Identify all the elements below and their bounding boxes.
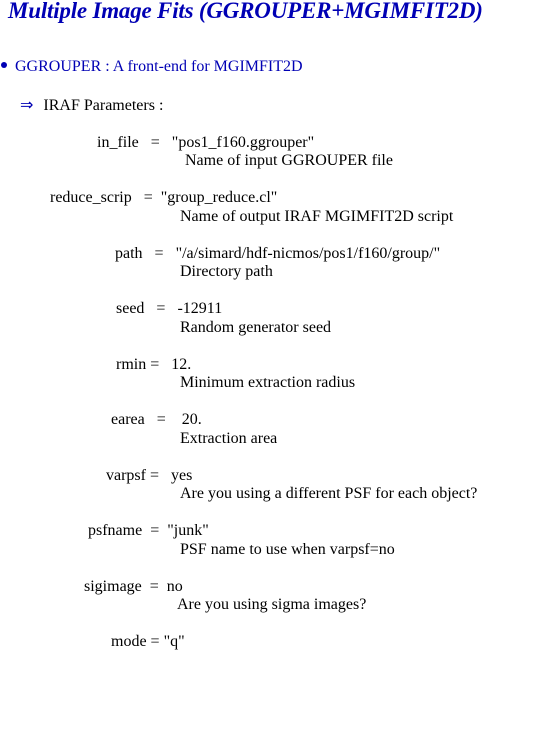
param-reduce-scrip: reduce_scrip = "group_reduce.cl" [50, 189, 278, 206]
section-heading [20, 95, 163, 115]
param-earea-desc: Extraction area [180, 430, 278, 447]
param-reduce-scrip-desc: Name of output IRAF MGIMFIT2D script [180, 208, 454, 225]
bullet-text: GGROUPER : A front-end for MGIMFIT2D [15, 58, 303, 75]
param-seed: seed = -12911 [116, 300, 223, 317]
param-rmin: rmin = 12. [116, 356, 192, 373]
param-earea: earea = 20. [111, 411, 202, 428]
param-in-file: in_file = "pos1_f160.ggrouper" [97, 134, 315, 151]
bullet-dot-icon [1, 62, 7, 68]
param-psfname-desc: PSF name to use when varpsf=no [180, 541, 395, 558]
bullet-item [0, 58, 303, 76]
param-in-file-desc: Name of input GGROUPER file [185, 152, 393, 169]
param-varpsf-desc: Are you using a different PSF for each object? [180, 485, 478, 502]
section-heading-text: IRAF Parameters : [43, 97, 164, 114]
param-psfname: psfname = "junk" [88, 522, 209, 539]
double-arrow-icon: ⇒ [20, 95, 34, 114]
param-mode: mode = "q" [111, 633, 185, 650]
param-sigimage: sigimage = no [84, 578, 183, 595]
param-seed-desc: Random generator seed [180, 319, 332, 336]
param-sigimage-desc: Are you using sigma images? [177, 596, 367, 613]
param-path: path = "/a/simard/hdf-nicmos/pos1/f160/group/" [115, 245, 441, 262]
param-rmin-desc: Minimum extraction radius [180, 374, 356, 391]
param-varpsf: varpsf = yes [106, 467, 193, 484]
page-title: Multiple Image Fits (GGROUPER+MGIMFIT2D) [8, 0, 483, 23]
param-path-desc: Directory path [180, 263, 273, 280]
